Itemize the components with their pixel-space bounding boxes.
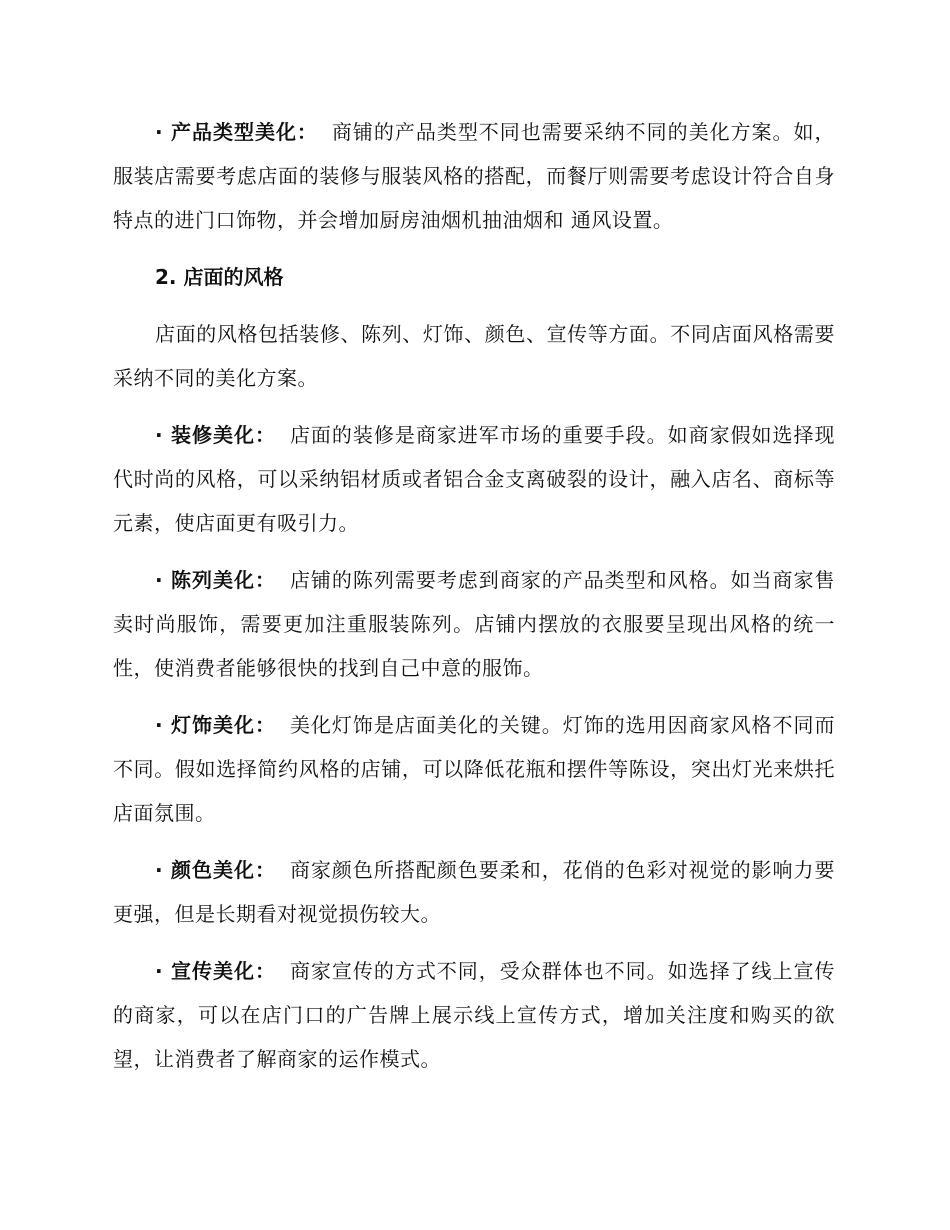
item-color bbox=[113, 848, 835, 936]
item-text: 商家宣传的方式不同，受众群体也不同。如选择了线上宣传的商家，可以在店门口的广告牌上展示线上宣传方式，增加关注度和购买的欲望，让消费者了解商家的运作模式。 bbox=[113, 959, 835, 1071]
item-text: 店铺的陈列需要考虑到商家的产品类型和风格。如当商家售卖时尚服饰，需要更加注重服装陈列。店铺内摆放的衣服要呈现出风格的统一性，使消费者能够很快的找到自己中意的服饰。 bbox=[113, 568, 835, 680]
item-label: · 宣传美化： bbox=[155, 959, 276, 983]
item-lighting bbox=[113, 703, 835, 835]
item-label: · 灯饰美化： bbox=[155, 713, 276, 737]
paragraph-label: · 产品类型美化： bbox=[155, 120, 318, 144]
section-intro: 店面的风格包括装修、陈列、灯饰、颜色、宣传等方面。不同店面风格需要采纳不同的美化方案。 bbox=[113, 322, 835, 390]
paragraph-product-type bbox=[113, 110, 835, 242]
item-text: 商家颜色所搭配颜色要柔和，花俏的色彩对视觉的影响力要更强，但是长期看对视觉损伤较大。 bbox=[113, 858, 835, 926]
item-label: · 装修美化： bbox=[155, 423, 276, 447]
item-label: · 陈列美化： bbox=[155, 568, 276, 592]
section-heading: 2. 店面的风格 bbox=[155, 265, 284, 289]
item-display bbox=[113, 558, 835, 690]
item-text: 店面的装修是商家进军市场的重要手段。如商家假如选择现代时尚的风格，可以采纳铝材质或者铝合金支离破裂的设计，融入店名、商标等元素，使店面更有吸引力。 bbox=[113, 423, 835, 535]
item-text: 美化灯饰是店面美化的关键。灯饰的选用因商家风格不同而不同。假如选择简约风格的店铺，可以降低花瓶和摆件等陈设，突出灯光来烘托店面氛围。 bbox=[113, 713, 835, 825]
item-promotion bbox=[113, 949, 835, 1081]
item-label: · 颜色美化： bbox=[155, 858, 276, 882]
paragraph-text: 商铺的产品类型不同也需要采纳不同的美化方案。如，服装店需要考虑店面的装修与服装风格的搭配，而餐厅则需要考虑设计符合自身特点的进门口饰物，并会增加厨房油烟机抽油烟和 通风设置。 bbox=[113, 120, 836, 232]
item-decoration bbox=[113, 413, 835, 545]
